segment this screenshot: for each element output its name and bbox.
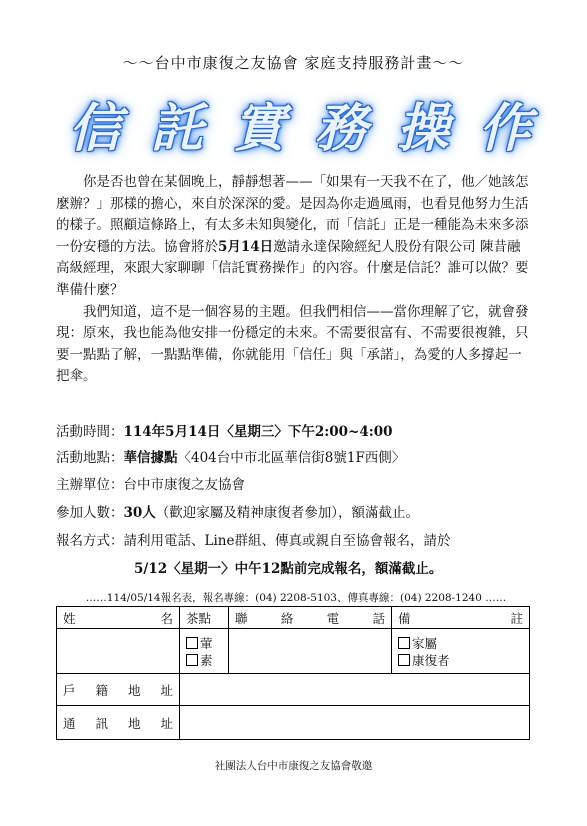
title-char: 實: [232, 98, 285, 159]
note-recovered-checkbox[interactable]: 康復者: [398, 651, 523, 668]
signup-method: 報名方式：請利用電話、Line群組、傳真或親自至協會報名，請於: [56, 533, 451, 549]
event-host: 主辦單位：台中市康復之友協會: [56, 477, 245, 493]
registration-form-note: ……114/05/14報名表，報名專線：(04) 2208-5103、傳真專線：(04) 2208-1240 ……: [85, 592, 507, 604]
title-char: 託: [150, 98, 203, 159]
event-info: [56, 418, 536, 583]
program-header: ～～台中市康復之友協會 家庭支持服務計畫～～: [122, 54, 465, 72]
note-family-checkbox[interactable]: 家屬: [398, 634, 523, 651]
checkbox-icon: [398, 654, 410, 666]
registration-table: [56, 606, 530, 740]
event-title: [60, 88, 540, 158]
intro-text: [56, 172, 530, 388]
registry-address-label: 戶 籍 地 址: [57, 674, 180, 706]
snack-vegetarian-checkbox[interactable]: 素: [186, 651, 222, 668]
name-header: 姓 名: [57, 607, 180, 629]
snack-header: 茶點: [180, 607, 229, 629]
registry-address-field[interactable]: [180, 674, 530, 706]
intro-paragraph-2: 我們知道，這不是一個容易的主題。但我們相信——當你理解了它，就會發現：原來，我也能為他安排一份穩定的未來。不需要很富有、不需要很複雜，只要一點點了解，一點點準備，你就能用「信任」與「承諾」，為愛的人多撐起一把傘。: [56, 303, 529, 385]
note-options: [392, 629, 530, 674]
signup-deadline: 5/12〈星期一〉中午12點前完成報名，額滿截止。: [134, 561, 443, 577]
title-char: 操: [396, 98, 449, 159]
event-time: 活動時間：114年5月14日〈星期三〉下午2:00~4:00: [56, 424, 393, 440]
phone-header: 聯 絡 電 話: [229, 607, 392, 629]
title-char: 信: [68, 98, 121, 159]
footer-organizer: 社團法人台中市康復之友協會敬邀: [214, 760, 373, 772]
note-header: 備 註: [392, 607, 530, 629]
snack-meat-checkbox[interactable]: 葷: [186, 634, 222, 651]
title-char: 務: [314, 98, 367, 159]
event-attendance: 參加人數：30人（歡迎家屬及精神康復者參加），額滿截止。: [56, 505, 420, 521]
name-field[interactable]: [57, 629, 180, 674]
snack-options: [180, 629, 229, 674]
checkbox-icon: [186, 637, 198, 649]
mailing-address-field[interactable]: [180, 706, 530, 740]
intro-paragraph-1: 你是否也曾在某個晚上，靜靜想著——「如果有一天我不在了，他／她該怎麼辦？」那樣的擔心，來自於深深的愛。是因為你走過風雨，也看見他努力生活的樣子。照顧這條路上，有太多未知與變化，而「信託」正是一種能為未來多添一份安穩的方法。協會將於5月14日邀請永達保險經紀人股份有限公司 陳昔融高級經理，來跟大家聊聊「信託實務操作」的內容。什麼是信託？誰可以做？要準備什麼？: [56, 174, 529, 298]
phone-field[interactable]: [229, 629, 392, 674]
title-char: 作: [478, 98, 531, 159]
checkbox-icon: [398, 637, 410, 649]
event-place: 活動地點：華信據點〈404台中市北區華信街8號1F西側〉: [56, 450, 406, 466]
event-date-highlight: 5月14日: [218, 238, 274, 255]
mailing-address-label: 通 訊 地 址: [57, 706, 180, 740]
checkbox-icon: [186, 654, 198, 666]
